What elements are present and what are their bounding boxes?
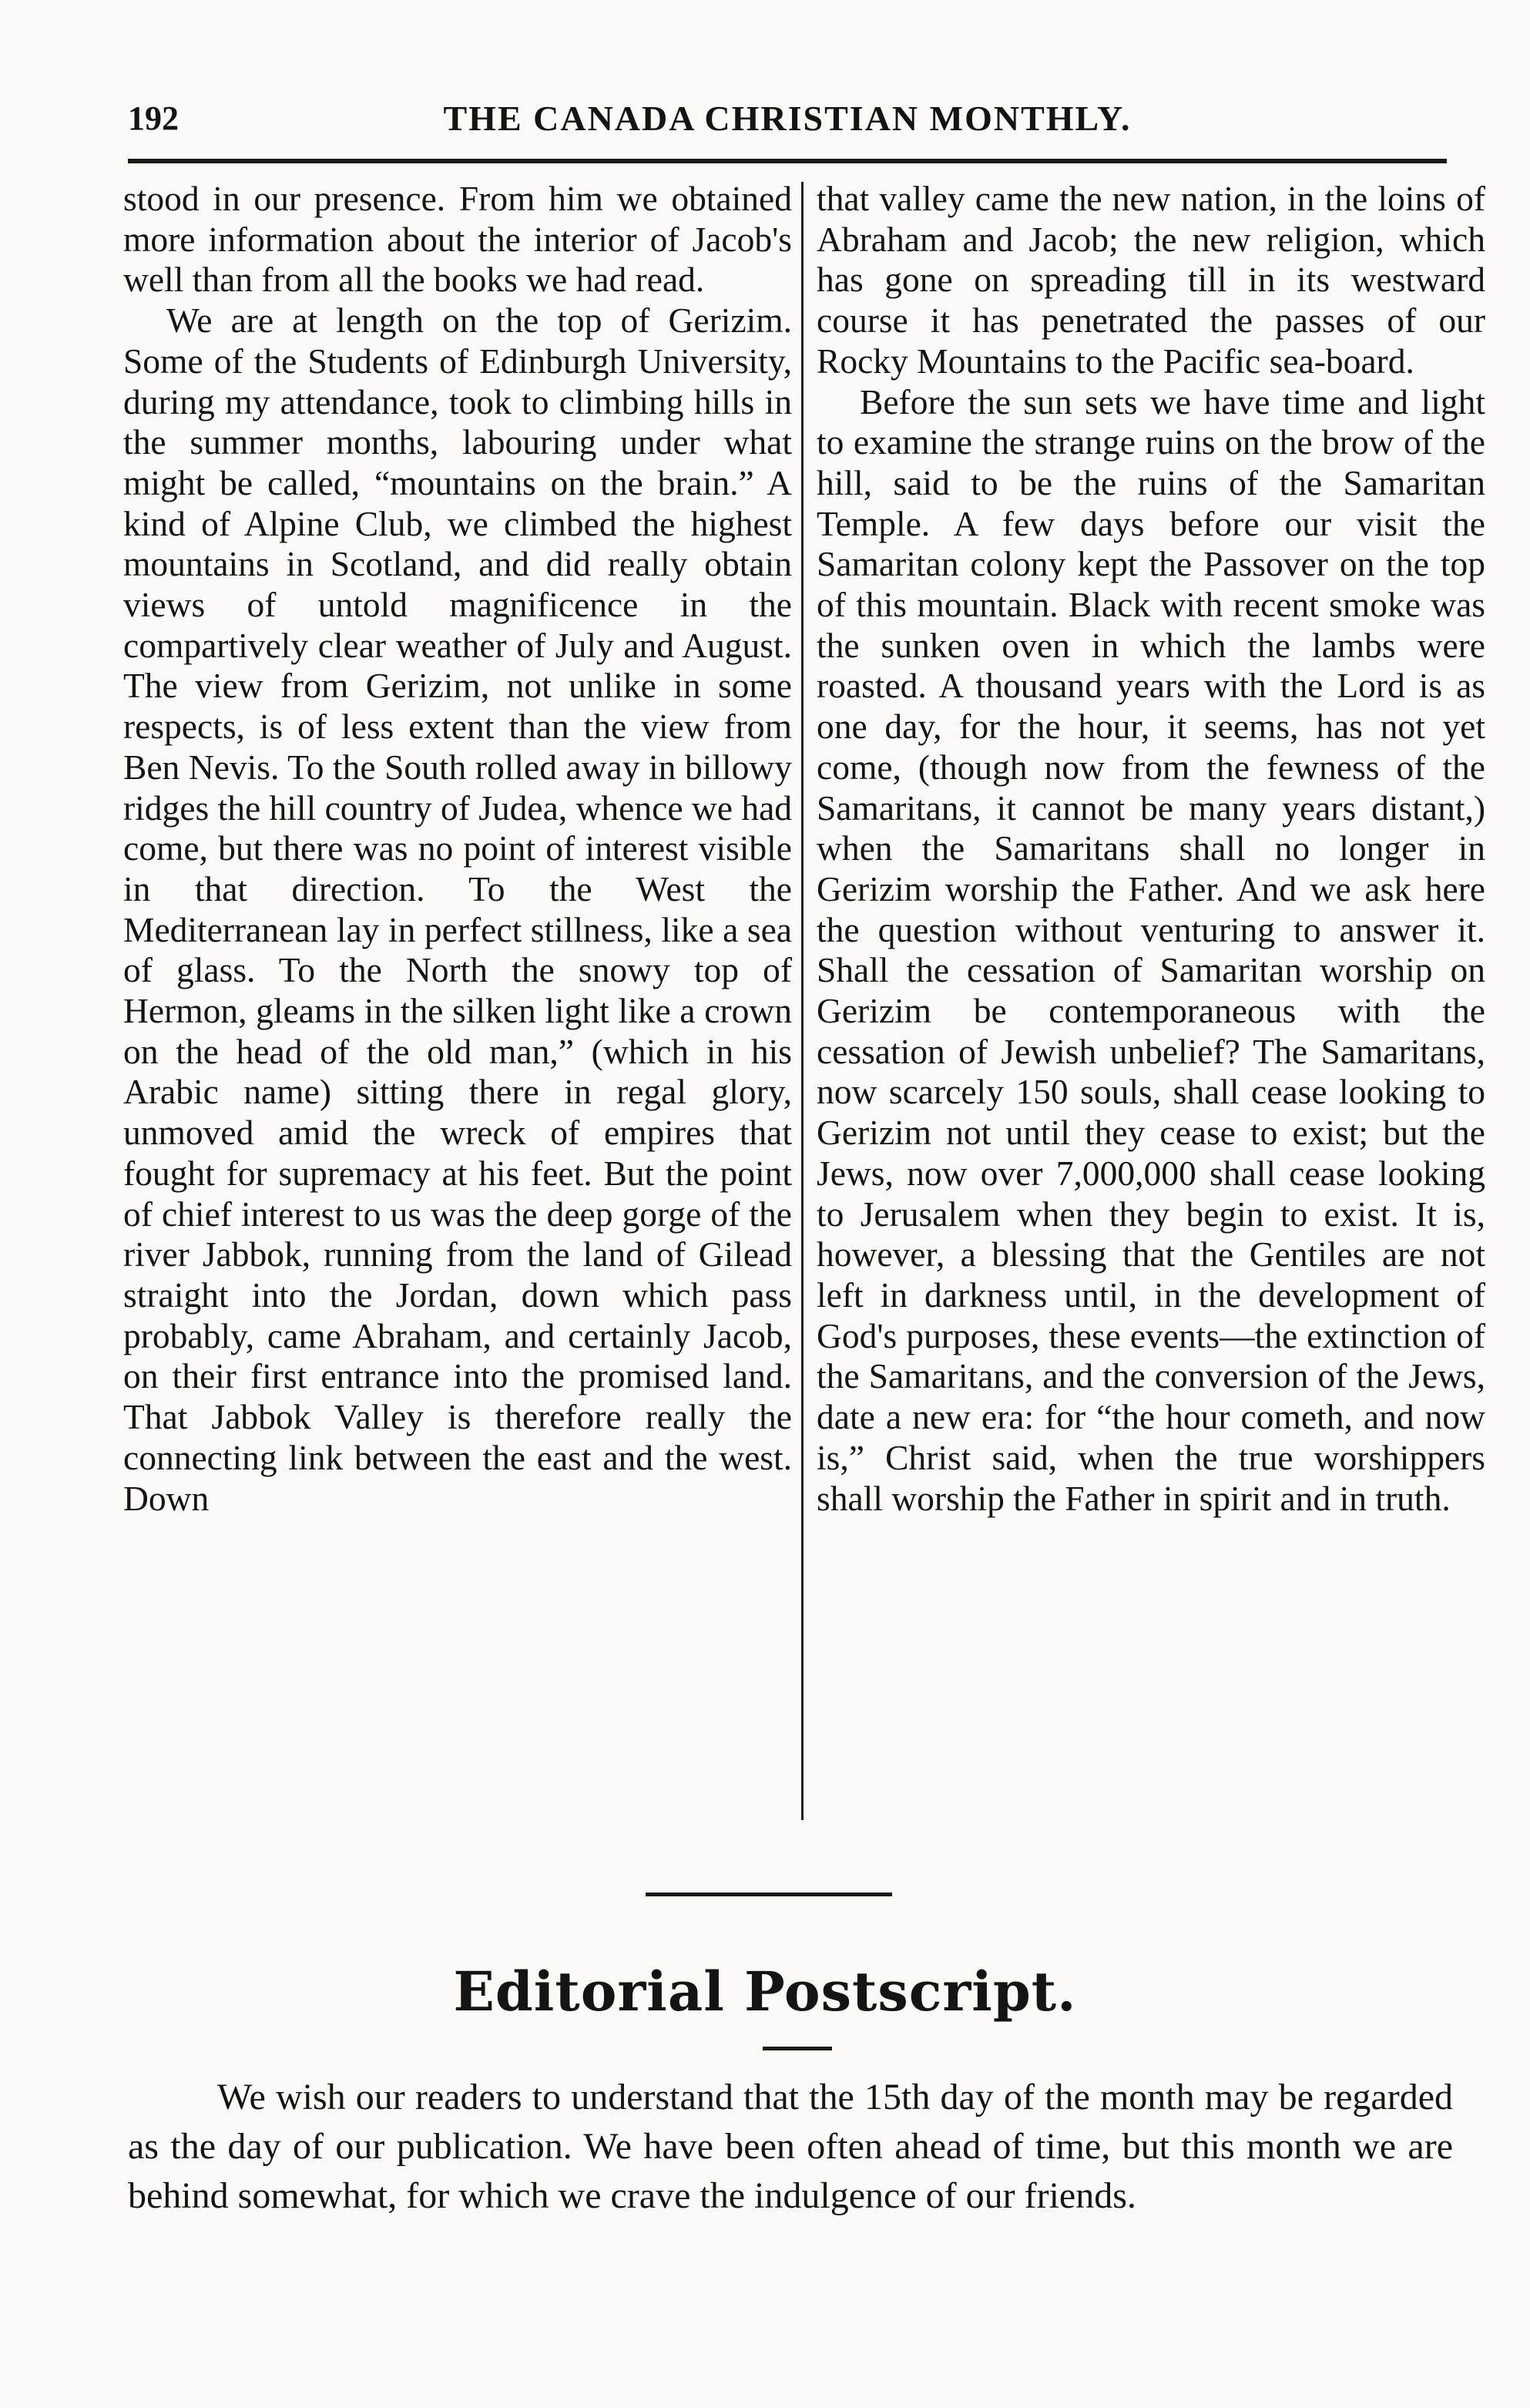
header-rule — [128, 159, 1447, 163]
column-divider — [801, 182, 804, 1820]
journal-title: THE CANADA CHRISTIAN MONTHLY. — [443, 99, 1132, 138]
paragraph: stood in our presence. From him we obtained more information about the interior of Jacob's well than from all the books we had read. — [123, 179, 792, 300]
paragraph: We are at length on the top of Gerizim. Some of the Students of Edinburgh University, during my attendance, took to climbing hills in the summer months, labouring under what might be called, “mountains on the brain.” A kind of Alpine Club, we climbed the highest mountains in Scotland, and did really obtain views of untold magnificence in the compartively clear weather of July and August. The view from Gerizim, not unlike in some respects, is of less extent than the view from Ben Nevis. To the South rolled away in billowy ridges the hill country of Judea, whence we had come, but there was no point of interest visible in that direction. To the West the Mediterranean lay in perfect stillness, like a sea of glass. To the North the snowy top of Hermon, gleams in the silken light like a crown on the head of the old man,” (which in his Arabic name) sitting there in regal glory, unmoved amid the wreck of empires that fought for supremacy at his feet. But the point of chief interest to us was the deep gorge of the river Jabbok, running from the land of Gilead straight into the Jordan, down which pass probably, came Abraham, and certainly Jacob, on their first entrance into the promised land. That Jabbok Valley is therefore really the connecting link between the east and the west. Down — [123, 301, 793, 1518]
paragraph: that valley came the new nation, in the loins of Abraham and Jacob; the new religion, which has gone on spreading till in its westward course it has penetrated the passes of our Rocky Mountains to the Pacific sea-board. — [817, 179, 1485, 381]
section-divider — [646, 1892, 892, 1896]
postscript-heading: Editorial Postscript. — [453, 1960, 1077, 2023]
right-column — [817, 179, 1485, 1519]
paragraph: Before the sun sets we have time and light to examine the strange ruins on the brow of the hill, said to be the ruins of the Samaritan Temple. A few days before our visit the Samaritan colony kept the Passover on the top of this mountain. Black with recent smoke was the sunken oven in which the lambs were roasted. A thousand years with the Lord is as one day, for the hour, it seems, has not yet come, (though now from the fewness of the Samaritans, it cannot be many years distant,) when the Samaritans shall no longer in Gerizim worship the Father. And we ask here the question without venturing to answer it. Shall the cessation of Samaritan worship on Gerizim be contemporaneous with the cessation of Jewish unbelief? The Samaritans, now scarcely 150 souls, shall cease looking to Gerizim not until they cease to exist; but the Jews, now over 7,000,000 shall cease looking to Jerusalem when they begin to exist. It is, however, a blessing that the Gentiles are not left in darkness until, in the development of God's purposes, these events—the extinction of the Samaritans, and the conversion of the Jews, date a new era: for “the hour cometh, and now is,” Christ said, when the true worshippers shall worship the Father in spirit and in truth. — [817, 381, 1485, 1518]
running-head — [128, 96, 1447, 149]
postscript-body: We wish our readers to understand that the 15th day of the month may be regarded as the day of our publication. We have been often ahead of time, but this month we are behind somewhat, for which we crave the indulgence of our friends. — [128, 2077, 1453, 2216]
left-column — [123, 179, 792, 1519]
heading-dash — [763, 2047, 832, 2050]
page-number: 192 — [128, 99, 179, 137]
